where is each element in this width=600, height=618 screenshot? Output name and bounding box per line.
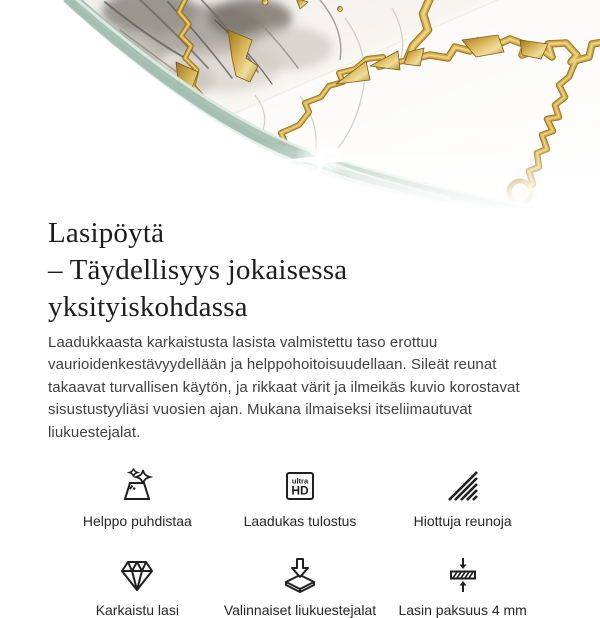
feature-label: Laadukas tulostus: [243, 513, 357, 530]
feature-label: Lasin paksuus 4 mm: [398, 602, 527, 618]
ultra-hd-icon: [280, 466, 320, 506]
product-info-section: [0, 215, 600, 618]
title-line-2: – Täydellisyys jokaisessa yksityiskohdassa: [48, 254, 348, 323]
diamond-icon: [117, 555, 157, 595]
thickness-arrows-icon: [443, 555, 483, 595]
feature-grid: [56, 466, 544, 618]
feature-label: Hiottuja reunoja: [413, 513, 512, 530]
feature-label: Helppo puhdistaa: [82, 513, 192, 530]
feature-label: Valinnaiset liukuestejalat: [223, 602, 377, 618]
polished-edges-icon: [443, 466, 483, 506]
feature-label: Karkaistu lasi: [95, 602, 179, 618]
page-title: [48, 215, 552, 326]
glass-table-photo: [0, 0, 600, 212]
feature-anti-slip-pads: [219, 555, 382, 618]
feature-polished-edges: [381, 466, 544, 529]
sparkle-clean-icon: [117, 466, 157, 506]
ultra-hd-text-bottom: HD: [291, 483, 309, 498]
feature-print-quality: [219, 466, 382, 529]
anti-slip-pads-icon: [280, 555, 320, 595]
feature-easy-clean: [56, 466, 219, 529]
feature-tempered-glass: [56, 555, 219, 618]
ultra-hd-text-top: ultra: [291, 476, 309, 486]
hero-image: [0, 0, 600, 212]
title-line-1: Lasipöytä: [48, 217, 165, 249]
feature-glass-thickness: [381, 555, 544, 618]
product-description: Laadukkaasta karkaistusta lasista valmistettu taso erottuu vaurioidenkestävyydellään ja helppohoitoisuudellaan. Sileät reunat takaavat turvallisen käytön, ja rikkaat värit ja ilmeikäs kuvio korostavat sisustustyyliäsi vuosien ajan. Mukana ilmaiseksi itseliimautuvat liukuestejalat.: [48, 334, 520, 441]
